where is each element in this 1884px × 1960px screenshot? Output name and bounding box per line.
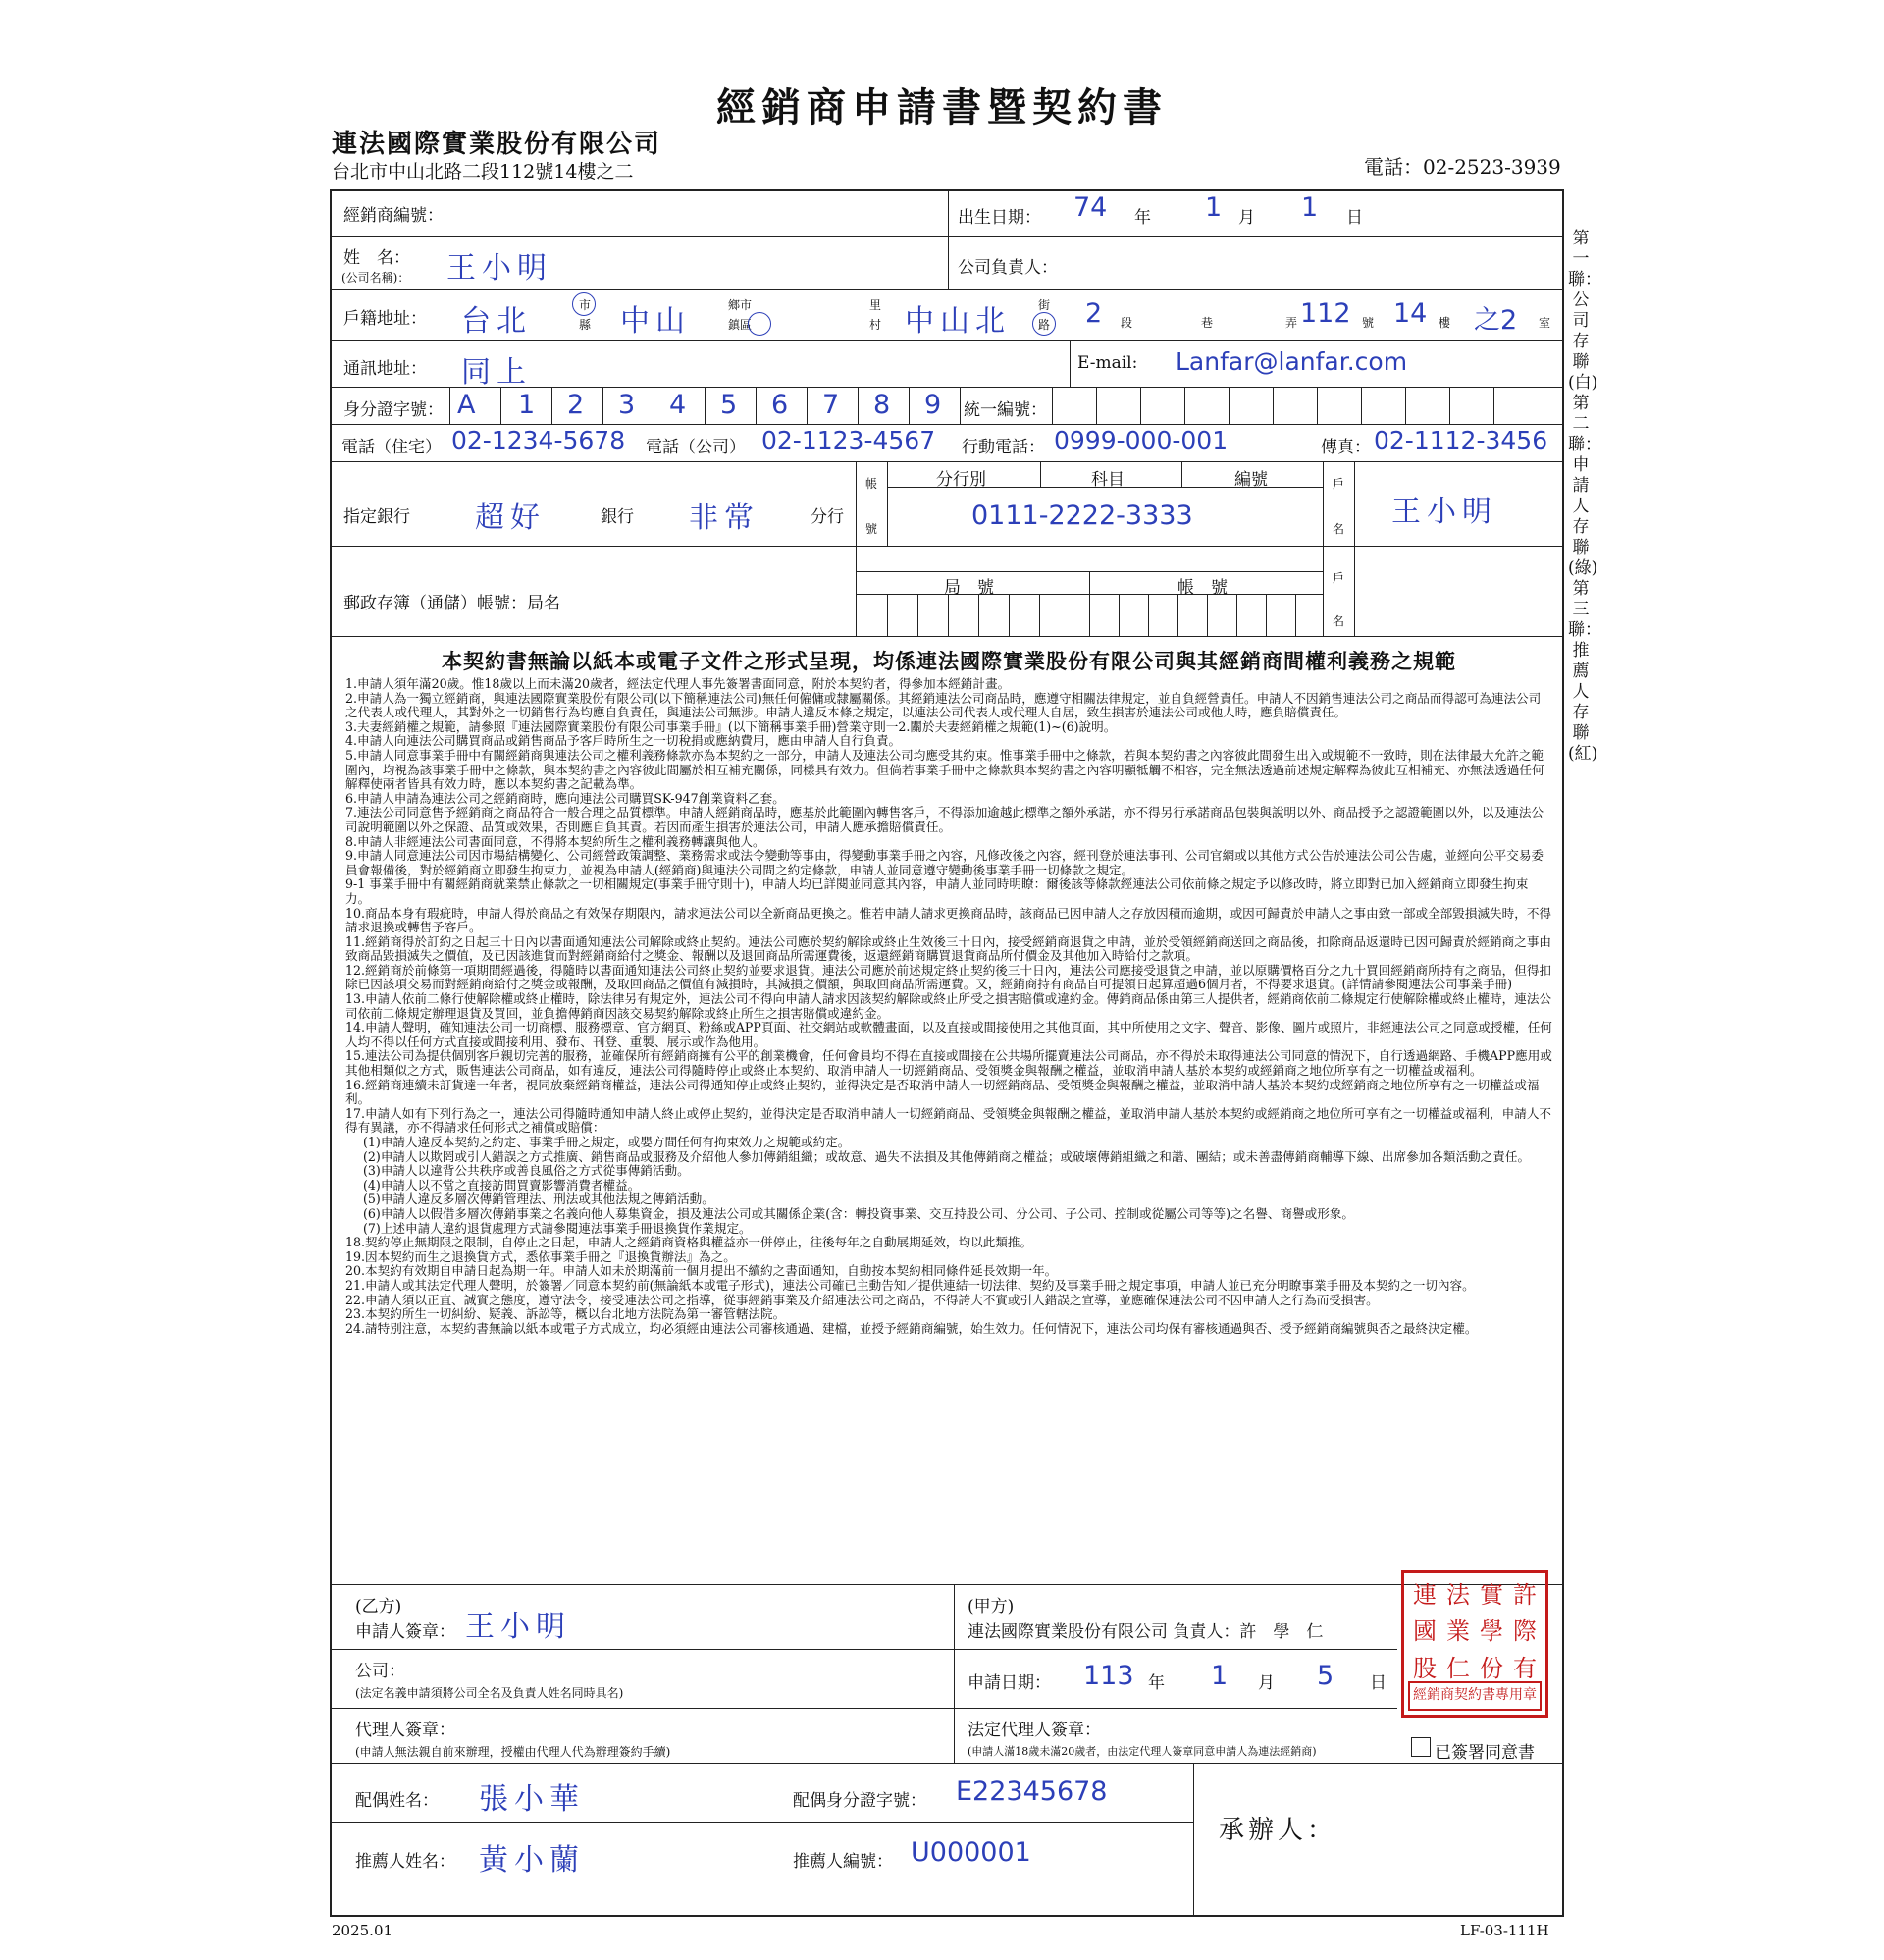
id-char-4[interactable]: 4 — [669, 390, 687, 420]
home-phone-value[interactable]: 02-1234-5678 — [451, 426, 626, 454]
seal-chars — [1408, 1577, 1542, 1687]
id-char-5[interactable]: 5 — [720, 390, 738, 420]
terms-item: 6.申請人申請為連法公司之經銷商時，應向連法公司購買SK-947創業資料乙套。 — [345, 790, 785, 806]
terms-item: 11.經銷商得於訂約之日起三十日內以書面通知連法公司解除或終止契約。連法公司應於契約解除或終止生效後三十日內，接受經銷商退貨之申請，並於受領經銷商送回之商品後，扣除商品返還時已因可歸責於經銷商之事由致商品毀損滅失之價值，及已因該進貨而對經銷商給付之獎金、報酬以及退回商品所需運費後，返還經銷商購買退貨商品所付價金及其他加入時給付之款項。 — [345, 933, 1552, 964]
fax-value[interactable]: 02-1112-3456 — [1374, 426, 1548, 454]
holder-label-2: 名 — [1333, 522, 1345, 536]
terms-item: (4)申請人以不當之直接訪問買賣影響消費者權益。 — [363, 1177, 641, 1192]
referrer-name-label: 推薦人姓名： — [355, 1852, 455, 1872]
holder-value[interactable]: 王小明 — [1391, 495, 1497, 529]
terms-item: 18.契約停止無期限之限制，自停止之日起，申請人之經銷商資格與權益亦一併停止，往後每年之自動展期延效，均以此類推。 — [345, 1235, 1033, 1250]
terms-item: (5)申請人違反多層次傳銷管理法、刑法或其他法規之傳銷活動。 — [363, 1192, 714, 1207]
reg-room-value[interactable]: 之2 — [1474, 305, 1518, 336]
handler-label: 承辦人： — [1219, 1816, 1337, 1845]
terms-item: 4.申請人向連法公司購買商品或銷售商品予客戶時所生之一切稅捐或應納費用，應由申請人自行負責。 — [345, 733, 902, 749]
terms-item: 22.申請人須以正直、誠實之態度，遵守法令，接受連法公司之指導，從事經銷事業及介紹連法公司之商品，不得誇大不實或引人錯誤之宣導，並應確保連法公司不因申請人之行為而受損害。 — [345, 1292, 1379, 1307]
terms-item: 20.本契約有效期自申請日起為期一年。申請人如未於期滿前一個月提出不續約之書面通知，自動按本契約相同條件延長效期一年。 — [345, 1263, 1058, 1279]
uniform-no-label: 統一編號： — [964, 400, 1047, 420]
terms-item: 8.申請人非經連法公司書面同意，不得將本契約所生之權利義務轉讓與他人。 — [345, 833, 765, 849]
legal-rep-label: 法定代理人簽章： — [968, 1721, 1101, 1740]
terms-item: 12.經銷商於前條第一項期間經過後，得隨時以書面通知連法公司終止契約並要求退貨。連法公司應於前述規定終止契約後三十日內，連法公司應接受退貨之申請，並以原購價格百分之九十買回經銷商所持有之商品，但得扣除已因該項交易而對經銷商給付之獎金或報酬，及取回商品之價值有減損時，其減損之價額，與取回商品所需運費。又，經銷商持有商品自可提領日起算超過6個月者，不得要求退貨。(詳情請參閱連法公司事業手冊) — [345, 962, 1552, 992]
account-label-2: 號 — [865, 522, 878, 536]
city-xian-label: 縣 — [579, 318, 592, 332]
office-phone-value[interactable]: 02-1123-4567 — [761, 426, 936, 454]
email-value[interactable]: Lanfar@lanfar.com — [1176, 347, 1408, 376]
terms-item: 19.因本契約而生之退換貨方式，悉依事業手冊之『退換貨辦法』為之。 — [345, 1248, 736, 1264]
agent-note: (申請人無法親自前來辦理，授權由代理人代為辦理簽約手續) — [355, 1745, 671, 1759]
terms-item: 14.申請人聲明，確知連法公司一切商標、服務標章、官方網頁、粉絲或APP頁面、社交網站或軟體畫面，以及直接或間接使用之其他頁面，其中所使用之文字、聲音、影像、圖片或照片，非經連法公司之同意或授權，任何人均不得以任何方式直接或間接利用、發布、刊登、重製、展示或作為他用。 — [345, 1020, 1552, 1049]
district-circle-mark — [748, 312, 771, 336]
company-seal — [1401, 1570, 1548, 1718]
id-char-3[interactable]: 3 — [618, 390, 636, 420]
seal-footer: 經銷商契約書專用章 — [1408, 1681, 1542, 1711]
id-char-2[interactable]: 2 — [567, 390, 585, 420]
post-account-col-label: 帳 號 — [1178, 578, 1228, 598]
branch-unit: 分行 — [811, 507, 844, 527]
seal-char: 國 — [1413, 1617, 1437, 1646]
legal-rep-note: (申請人滿18歲未滿20歲者，由法定代理人簽章同意申請人為連法經銷商) — [968, 1745, 1317, 1758]
birth-month-value[interactable]: 1 — [1205, 192, 1223, 223]
code-col-label: 編號 — [1234, 470, 1268, 490]
terms-item: 24.請特別注意，本契約書無論以紙本或電子方式成立，均必須經由連法公司審核通過、建檔，並授予經銷商編號，始生效力。任何情況下，連法公司均保有審核通過與否、授予經銷商編號與否之最終決定權。 — [345, 1320, 1478, 1336]
consent-checkbox[interactable] — [1411, 1737, 1431, 1757]
seal-char: 學 — [1480, 1617, 1503, 1646]
home-phone-label: 電話（住宅） — [341, 438, 442, 457]
reg-no-value[interactable]: 112 — [1300, 298, 1351, 329]
applicant-sign-value[interactable]: 王小明 — [465, 1610, 571, 1644]
agent-label: 代理人簽章： — [355, 1721, 455, 1740]
name-label: 姓 名： — [343, 248, 410, 268]
responsible-label: 公司負責人： — [958, 258, 1058, 278]
terms-item: 16.經銷商連續未訂貨達一年者，視同放棄經銷商權益，連法公司得通知停止或終止契約，並得決定是否取消申請人一切經銷商品、受領獎金與報酬之權益，並取消申請人基於本契約或經銷商之地位所享有之一切權益或福利。 — [345, 1077, 1540, 1107]
mobile-label: 行動電話： — [962, 438, 1045, 457]
bank-label: 指定銀行 — [343, 507, 410, 527]
terms-item: (6)申請人以假借多層次傳銷事業之名義向他人募集資金，損及連法公司或其關係企業(含：轉投資事業、交互持股公司、分公司、子公司、控制或從屬公司等等)之名譽、商譽或形象。 — [363, 1205, 1354, 1221]
terms-item: 5.申請人同意事業手冊中有關經銷商與連法公司之權利義務條款亦為本契約之一部分，申請人及連法公司均應受其約束。惟事業手冊中之條款，若與本契約書之內容彼此間發生出入或規範不一致時，則在法律最大允許之範圍內，均視為該事業手冊中之條款，與本契約書之內容彼此間屬於相互補充關係，同樣具有效力。但倘若事業手冊中之條款與本契約書之內容明顯牴觸不相容，完全無法透過前述規定解釋為彼此互相補充、亦無法透過任何解釋使兩者皆具有效力時，應以本契約書之記載為準。 — [345, 747, 1544, 792]
birth-day-unit: 日 — [1346, 208, 1363, 228]
spouse-id-value[interactable]: E22345678 — [956, 1776, 1108, 1807]
id-char-1[interactable]: 1 — [518, 390, 536, 420]
post-holder-label-1: 戶 — [1333, 571, 1345, 585]
apply-day-value[interactable]: 5 — [1317, 1661, 1334, 1691]
name-value[interactable]: 王小明 — [446, 251, 552, 286]
seal-char: 連 — [1413, 1581, 1437, 1609]
bank-value[interactable]: 超好 — [475, 501, 546, 535]
spouse-name-value[interactable]: 張小華 — [479, 1782, 585, 1817]
id-label: 身分證字號： — [343, 400, 444, 420]
seal-char: 實 — [1480, 1581, 1503, 1609]
postal-label: 郵政存簿（通儲）帳號：局名 — [343, 594, 560, 613]
terms-item: 3.夫妻經銷權之規範，請參照『連法國際實業股份有限公司事業手冊』(以下簡稱事業手冊)營業守則一2.關於夫妻經銷權之規範(1)~(6)說明。 — [345, 718, 1117, 734]
referrer-name-value[interactable]: 黃小蘭 — [479, 1843, 585, 1878]
township-label: 鄉市 — [728, 298, 753, 312]
seal-char: 法 — [1446, 1581, 1470, 1609]
terms-item: 1.申請人須年滿20歲。惟18歲以上而未滿20歲者，經法定代理人事先簽署書面同意，附於本契約者，得參加本經銷計畫。 — [345, 676, 1011, 691]
party-a-name: 連法國際實業股份有限公司 負責人：許 學 仁 — [968, 1622, 1324, 1642]
reg-section-value[interactable]: 2 — [1085, 298, 1103, 329]
id-char-6[interactable]: 6 — [771, 390, 789, 420]
lou-label: 樓 — [1439, 316, 1451, 330]
terms-item: 17.申請人如有下列行為之一，連法公司得隨時通知申請人終止或停止契約，並得決定是否取消申請人一切經銷商品、受領獎金與報酬之權益，並取消申請人基於本契約或經銷商之地位所可享有之一切權益或福利，申請人不得有異議，亦不得請求任何形式之補償或賠償： — [345, 1105, 1552, 1136]
branch-value[interactable]: 非常 — [689, 501, 759, 535]
li-label: 里 — [869, 298, 882, 312]
terms-item: 2.申請人為一獨立經銷商，與連法國際實業股份有限公司(以下簡稱連法公司)無任何僱傭或隸屬關係。其經銷連法公司商品時，應遵守相關法律規定，並自負經營責任。申請人不因銷售連法公司之商品而得認可為連法公司之代表人或代理人，其對外之一切銷售行為均應自負責任，與連法公司無涉。申請人違反本條之規定，以連法公司代表人或代理人自居，致生損害於連法公司或他人時，應負賠償責任。 — [345, 690, 1542, 720]
seal-char: 業 — [1446, 1617, 1470, 1646]
reg-district-value[interactable]: 中山 — [620, 304, 691, 339]
holder-label-1: 戶 — [1333, 477, 1345, 491]
xiang-label: 巷 — [1201, 316, 1214, 330]
apply-month-value[interactable]: 1 — [1211, 1661, 1229, 1691]
apply-day-unit: 日 — [1370, 1673, 1387, 1693]
lu-label: 路 — [1038, 318, 1051, 332]
reg-road-value[interactable]: 中山北 — [905, 304, 1011, 339]
party-b-label: (乙方) — [355, 1597, 402, 1616]
company-name: 連法國際實業股份有限公司 — [332, 130, 662, 159]
birth-month-unit: 月 — [1238, 208, 1255, 228]
bank-unit: 銀行 — [601, 507, 634, 527]
id-char-0[interactable]: A — [457, 390, 476, 420]
id-char-7[interactable]: 7 — [822, 390, 840, 420]
post-holder-label-2: 名 — [1333, 614, 1345, 628]
terms-item: 7.連法公司同意售予經銷商之商品符合一般合理之品質標準。申請人經銷商品時，應基於此範圍內轉售客戶，不得添加逾越此標準之額外承諾，亦不得另行承諾商品包裝與說明以外、商品授予之認證範圍以外，以及連法公司說明範圍以外之保證、品質或效果，否則應自負其責。若因而產生損害於連法公司，申請人應承擔賠償責任。 — [345, 805, 1544, 834]
terms-item: 13.申請人依前二條行使解除權或終止權時，除法律另有規定外，連法公司不得向申請人請求因該契約解除或終止所受之損害賠償或違約金。傳銷商品係由第三人提供者，經銷商依前二條規定行使解除權或終止權時，連法公司依前二條規定辦理退貨及買回，並負擔傳銷商因該交易契約解除或終止所生之損害賠償或違約金。 — [345, 991, 1552, 1021]
company-name-note: (公司名稱)： — [341, 271, 410, 285]
terms-item: 9.申請人同意連法公司因市場結構變化、公司經營政策調整、業務需求或法令變動等事由，得變動事業手冊之內容，凡修改後之內容，經刊登於連法事刊、公司官網或以其他方式公告於連法公司公告處，並經向公平交易委員會報備後，對於經銷商立即發生拘束力，並視為申請人(經銷商)與連法公司間之約定條款，申請人並同意遵守變動後事業手冊一切條款之規定。 — [345, 848, 1544, 877]
terms-item: 21.申請人或其法定代理人聲明，於簽署／同意本契約前(無論紙本或電子形式)，連法公司確已主動告知／提供連結一切法律、契約及事業手冊之規定事項，申請人並已充分明瞭事業手冊及本契約之一切內容。 — [345, 1277, 1475, 1293]
mail-addr-value[interactable]: 同上 — [461, 355, 532, 390]
seal-char: 份 — [1480, 1654, 1503, 1682]
reg-addr-label: 戶籍地址： — [343, 309, 427, 329]
referrer-no-label: 推薦人編號： — [793, 1852, 893, 1872]
terms-item: (3)申請人以違背公共秩序或善良風俗之方式從事傳銷活動。 — [363, 1163, 690, 1179]
seal-char: 有 — [1513, 1654, 1537, 1682]
email-label: E-mail: — [1077, 353, 1138, 373]
company-label: 公司： — [355, 1662, 405, 1681]
terms-list — [345, 677, 1552, 1336]
town-label: 鎮區 — [728, 318, 753, 332]
post-office-col-label: 局 號 — [944, 578, 994, 598]
seal-char: 際 — [1513, 1617, 1537, 1646]
copy-distribution-note: 第一聯：公司存聯(白) 第二聯：申請人存聯(綠) 第三聯：推薦人存聯(紅) — [1568, 229, 1615, 764]
document-title: 經銷商申請書暨契約書 — [716, 84, 1168, 131]
seal-char: 許 — [1513, 1581, 1537, 1609]
fax-label: 傳真： — [1321, 438, 1371, 457]
id-char-8[interactable]: 8 — [873, 390, 891, 420]
jie-label: 街 — [1038, 298, 1051, 312]
terms-section — [345, 646, 1552, 1336]
duan-label: 段 — [1121, 316, 1133, 330]
company-phone: 電話：02-2523-3939 — [1364, 155, 1561, 179]
reg-city-value[interactable]: 台北 — [461, 304, 532, 339]
apply-month-unit: 月 — [1258, 1673, 1275, 1693]
terms-item: (7)上述申請人違約退貨處理方式請參閱連法事業手冊退換貨作業規定。 — [363, 1220, 752, 1236]
birth-year-value[interactable]: 74 — [1073, 192, 1108, 223]
terms-item: (1)申請人違反本契約之約定、事業手冊之規定，或嬰方間任何有拘束效力之規範或約定。 — [363, 1135, 851, 1149]
hao-label: 號 — [1362, 316, 1375, 330]
birth-label: 出生日期： — [958, 208, 1041, 228]
apply-year-value[interactable]: 113 — [1083, 1661, 1134, 1691]
consent-label: 已簽署同意書 — [1435, 1743, 1535, 1763]
doc-code-label: LF-03-111H — [1460, 1922, 1549, 1939]
terms-item: 9-1 事業手冊中有關經銷商就業禁止條款之一切相關規定(事業手冊守則十)，申請人均已詳閱並同意其內容，申請人並同時明瞭：爾後該等條款經連法公司依前條之規定予以修改時，將立即對已加入經銷商立即發生拘束力。 — [345, 876, 1529, 906]
seal-char: 股 — [1413, 1654, 1437, 1682]
dealer-no-label: 經銷商編號： — [343, 206, 444, 226]
terms-item: 15.連法公司為提供個別客戶親切完善的服務，並確保所有經銷商擁有公平的創業機會，任何會員均不得在直接或間接在公共場所擺賣連法公司商品，亦不得於未取得連法公司同意的情況下，自行透過網路、手機APP應用或其他相類似之方式，販售連法公司商品，如有違反，連法公司得隨時停止或終止本契約、取消申請人一切經銷商品、受領獎金與報酬之權益，並取消申請人基於本契約或經銷商之地位所享有之一切權益或福利。 — [345, 1048, 1552, 1079]
office-phone-label: 電話（公司） — [646, 438, 746, 457]
seal-char: 仁 — [1446, 1654, 1470, 1682]
terms-item: 23.本契約所生一切糾紛、疑義、訴訟等，概以台北地方法院為第一審管轄法院。 — [345, 1306, 786, 1322]
account-label-1: 帳 — [865, 477, 878, 491]
birth-day-value[interactable]: 1 — [1301, 192, 1319, 223]
company-note: (法定名義申請須將公司全名及負責人姓名同時具名) — [355, 1686, 624, 1700]
terms-item: 10.商品本身有瑕疵時，申請人得於商品之有效保存期限內，請求連法公司以全新商品更換之。惟若申請人請求更換商品時，該商品已因申請人之存放因積而逾期，或因可歸責於申請人之事由致一部或全部毀損滅失時，不得請求退換或轉售予客戶。 — [345, 905, 1552, 935]
branch-col-label: 分行別 — [936, 470, 986, 490]
applicant-sign-label: 申請人簽章： — [355, 1622, 455, 1642]
terms-heading: 本契約書無論以紙本或電子文件之形式呈現，均係連法國際實業股份有限公司與其經銷商間權利義務之規範 — [442, 649, 1456, 673]
subject-col-label: 科目 — [1091, 470, 1125, 490]
nong-label: 弄 — [1285, 316, 1298, 330]
mail-addr-label: 通訊地址： — [343, 359, 427, 379]
cun-label: 村 — [869, 318, 882, 332]
id-char-9[interactable]: 9 — [924, 390, 942, 420]
road-circle-mark — [1032, 312, 1056, 336]
apply-date-label: 申請日期： — [968, 1673, 1051, 1693]
version-label: 2025.01 — [332, 1922, 393, 1939]
reg-floor-value[interactable]: 14 — [1393, 298, 1428, 329]
mobile-value[interactable]: 0999-000-001 — [1054, 426, 1229, 454]
spouse-id-label: 配偶身分證字號： — [793, 1791, 926, 1811]
apply-year-unit: 年 — [1148, 1673, 1165, 1693]
company-address: 台北市中山北路二段112號14樓之二 — [332, 161, 634, 183]
city-shi-label: 市 — [579, 298, 592, 312]
party-a-label: (甲方) — [968, 1597, 1015, 1616]
birth-year-unit: 年 — [1134, 208, 1151, 228]
terms-item: (2)申請人以欺罔或引人錯誤之方式推廣、銷售商品或服務及介紹他人參加傳銷組織；或故意、過失不法損及其他傳銷商之權益；或破壞傳銷組織之和諧、團結；或未善盡傳銷商輔導下線、出席參加各類活動之責任。 — [363, 1148, 1531, 1164]
account-value[interactable]: 0111-2222-3333 — [971, 501, 1193, 531]
referrer-no-value[interactable]: U000001 — [911, 1837, 1031, 1868]
spouse-name-label: 配偶姓名： — [355, 1791, 439, 1811]
shi-label: 室 — [1539, 316, 1551, 330]
